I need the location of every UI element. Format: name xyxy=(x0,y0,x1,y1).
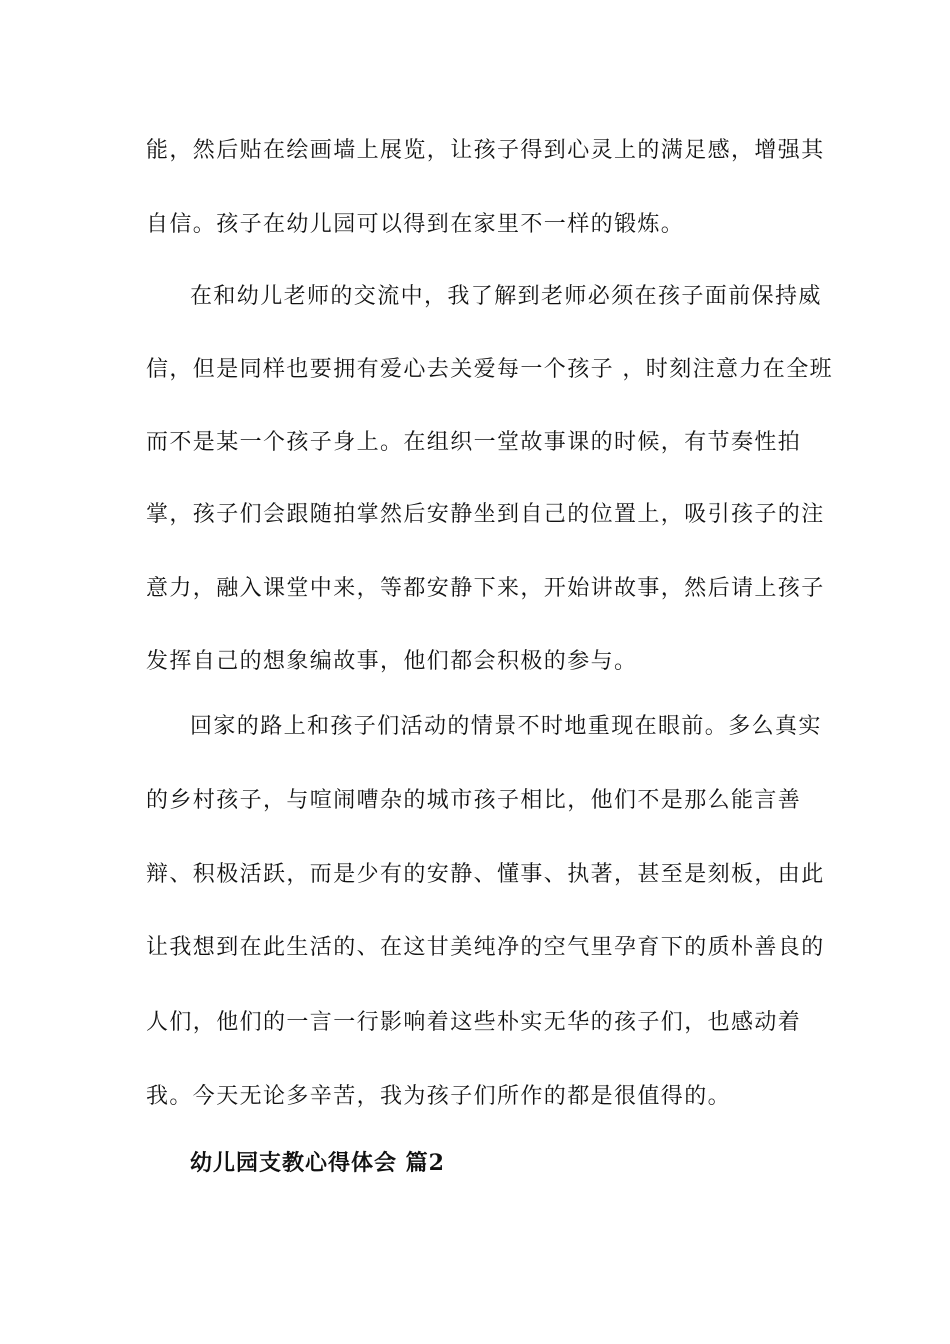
paragraph-line: 掌，孩子们会跟随拍掌然后安静坐到自己的位置上，吸引孩子的注 xyxy=(146,502,825,527)
section-heading: 幼儿园支教心得体会 篇2 xyxy=(190,1150,445,1176)
paragraph-line: 发挥自己的想象编故事，他们都会积极的参与。 xyxy=(146,649,638,674)
paragraph-line: 意力，融入课堂中来，等都安静下来，开始讲故事，然后请上孩子 xyxy=(146,576,825,601)
paragraph-line: 在和幼儿老师的交流中，我了解到老师必须在孩子面前保持威 xyxy=(190,284,822,309)
paragraph-line: 信，但是同样也要拥有爱心去关爱每一个孩子 ，时刻注意力在全班 xyxy=(146,357,833,382)
paragraph-line: 能，然后贴在绘画墙上展览，让孩子得到心灵上的满足感，增强其 xyxy=(146,138,825,163)
paragraph-line: 人们，他们的一言一行影响着这些朴实无华的孩子们，也感动着 xyxy=(146,1010,802,1035)
paragraph-line: 我。今天无论多辛苦，我为孩子们所作的都是很值得的。 xyxy=(146,1084,732,1109)
paragraph-line: 辩、积极活跃，而是少有的安静、懂事、执著，甚至是刻板，由此 xyxy=(146,862,825,887)
paragraph-line: 而不是某一个孩子身上。在组织一堂故事课的时候，有节奏性拍 xyxy=(146,430,802,455)
paragraph-line: 回家的路上和孩子们活动的情景不时地重现在眼前。多么真实 xyxy=(190,714,822,739)
paragraph-line: 自信。孩子在幼儿园可以得到在家里不一样的锻炼。 xyxy=(146,212,685,237)
paragraph-line: 让我想到在此生活的、在这甘美纯净的空气里孕育下的质朴善良的 xyxy=(146,935,825,960)
paragraph-line: 的乡村孩子，与喧闹嘈杂的城市孩子相比，他们不是那么能言善 xyxy=(146,788,802,813)
